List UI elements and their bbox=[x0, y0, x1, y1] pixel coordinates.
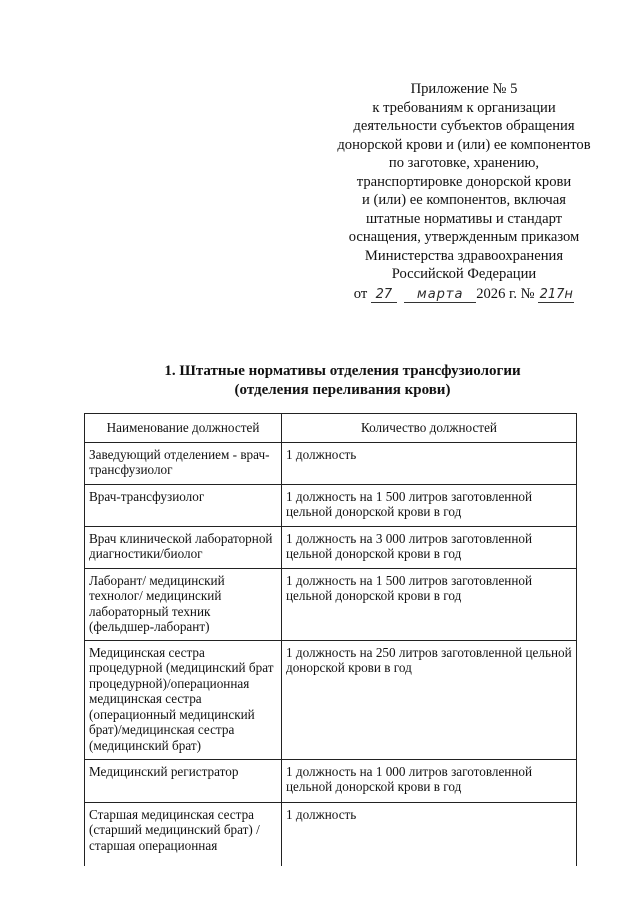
position-cell: Заведующий отделением - врач-трансфузиолог bbox=[85, 442, 282, 484]
order-month-handwritten: марта bbox=[404, 288, 476, 303]
section-title-line2: (отделения переливания крови) bbox=[234, 381, 451, 398]
header-line: оснащения, утвержденным приказом bbox=[348, 229, 580, 245]
count-cell: 1 должность на 1 500 литров заготовленной цельной донорской крови в год bbox=[282, 484, 577, 526]
position-cell: Врач клинической лабораторной диагностики/биолог bbox=[85, 526, 282, 568]
count-cell: 1 должность на 1 000 литров заготовленной цельной донорской крови в год bbox=[282, 759, 577, 802]
appendix-header bbox=[322, 80, 606, 303]
table-row bbox=[85, 526, 577, 568]
table-row bbox=[85, 640, 577, 759]
header-line: штатные нормативы и стандарт bbox=[365, 210, 563, 227]
column-header-position: Наименование должностей bbox=[85, 414, 282, 443]
header-line: и (или) ее компонентов, включая bbox=[362, 192, 566, 208]
table-row bbox=[85, 484, 577, 526]
section-title bbox=[120, 362, 565, 399]
table-header-row bbox=[85, 414, 577, 443]
header-line: к требованиям к организации bbox=[372, 99, 556, 116]
table-row bbox=[85, 568, 577, 640]
header-line: донорской крови и (или) ее компонентов bbox=[337, 136, 591, 153]
order-prefix: от bbox=[353, 285, 368, 302]
header-line: транспортировке донорской крови bbox=[356, 173, 572, 190]
order-day-handwritten: 27 bbox=[371, 288, 397, 303]
position-cell: Лаборант/ медицинский технолог/ медицинский лабораторный техник (фельдшер-лаборант) bbox=[85, 568, 282, 640]
position-cell: Врач-трансфузиолог bbox=[85, 484, 282, 526]
section-title-line1: 1. Штатные нормативы отделения трансфузиологии bbox=[164, 363, 521, 379]
header-line: Российской Федерации bbox=[391, 266, 537, 282]
table-row bbox=[85, 442, 577, 484]
count-cell: 1 должность на 3 000 литров заготовленной цельной донорской крови в год bbox=[282, 526, 577, 568]
order-number-handwritten: 217н bbox=[539, 286, 573, 302]
header-line: Приложение № 5 bbox=[410, 81, 518, 97]
table-row bbox=[85, 759, 577, 802]
header-line: деятельности субъектов обращения bbox=[353, 118, 575, 134]
count-cell: 1 должность bbox=[282, 442, 577, 484]
header-line: Министерства здравоохранения bbox=[364, 247, 564, 264]
table-row bbox=[85, 802, 577, 866]
order-year: 2026 г. № bbox=[476, 285, 535, 302]
position-cell: Медицинская сестра процедурной (медицинский брат процедурной)/операционная медицинская сестра (операционный медицинский брат)/медицинская сестра (медицинский брат) bbox=[85, 640, 282, 759]
position-cell: Старшая медицинская сестра (старший медицинский брат) /старшая операционная bbox=[85, 802, 282, 866]
column-header-count: Количество должностей bbox=[282, 414, 577, 443]
position-cell: Медицинский регистратор bbox=[85, 759, 282, 802]
count-cell: 1 должность на 250 литров заготовленной цельной донорской крови в год bbox=[282, 640, 577, 759]
order-date-line bbox=[322, 285, 606, 304]
staffing-table bbox=[84, 413, 577, 866]
count-cell: 1 должность bbox=[282, 802, 577, 866]
header-line: по заготовке, хранению, bbox=[388, 155, 540, 171]
count-cell: 1 должность на 1 500 литров заготовленной цельной донорской крови в год bbox=[282, 568, 577, 640]
